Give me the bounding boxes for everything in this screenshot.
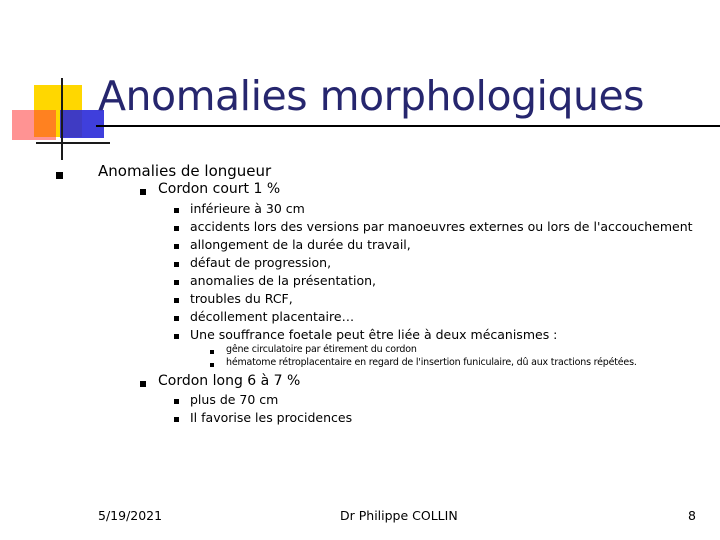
bullet-square-icon: [174, 417, 179, 422]
bullet-square-icon: [140, 189, 146, 195]
bullet-square-icon: [174, 208, 179, 213]
bullet-square-icon: [210, 350, 214, 354]
court-item: défaut de progression,: [190, 255, 332, 270]
long-item: plus de 70 cm: [190, 392, 279, 407]
title-divider: [96, 125, 720, 127]
footer-date: 5/19/2021: [98, 508, 163, 523]
bullet-square-icon: [174, 399, 179, 404]
court-item: troubles du RCF,: [190, 291, 293, 306]
decor-red-square: [12, 110, 56, 140]
court-item: anomalies de la présentation,: [190, 273, 376, 288]
court-item: décollement placentaire…: [190, 309, 355, 324]
slide-title: Anomalies morphologiques: [98, 72, 645, 120]
bullet-square-icon: [174, 262, 179, 267]
decor-horizontal-line: [36, 142, 110, 144]
court-item: Une souffrance foetale peut être liée à deux mécanismes :: [190, 327, 558, 342]
bullet-square-icon: [210, 363, 214, 367]
mechanism-item: gêne circulatoire par étirement du cordon: [226, 344, 417, 355]
bullet-square-icon: [174, 244, 179, 249]
bullet-square-icon: [174, 334, 179, 339]
court-item: accidents lors des versions par manoeuvres externes ou lors de l'accouchement: [190, 219, 693, 234]
cordon-long-heading: Cordon long 6 à 7 %: [158, 373, 301, 389]
bullet-square-icon: [174, 298, 179, 303]
cordon-court-heading: Cordon court 1 %: [158, 181, 281, 197]
decor-vertical-line: [61, 78, 63, 160]
court-item: allongement de la durée du travail,: [190, 237, 411, 252]
level1-heading: Anomalies de longueur: [98, 162, 272, 180]
bullet-square-icon: [56, 172, 63, 179]
bullet-square-icon: [140, 381, 146, 387]
footer-author: Dr Philippe COLLIN: [340, 508, 458, 523]
bullet-square-icon: [174, 316, 179, 321]
long-item: Il favorise les procidences: [190, 410, 353, 425]
bullet-square-icon: [174, 226, 179, 231]
court-item: inférieure à 30 cm: [190, 201, 305, 216]
mechanism-item: hématome rétroplacentaire en regard de l'insertion funiculaire, dû aux tractions répétées.: [226, 357, 637, 368]
bullet-square-icon: [174, 280, 179, 285]
footer-page-number: 8: [688, 508, 696, 523]
